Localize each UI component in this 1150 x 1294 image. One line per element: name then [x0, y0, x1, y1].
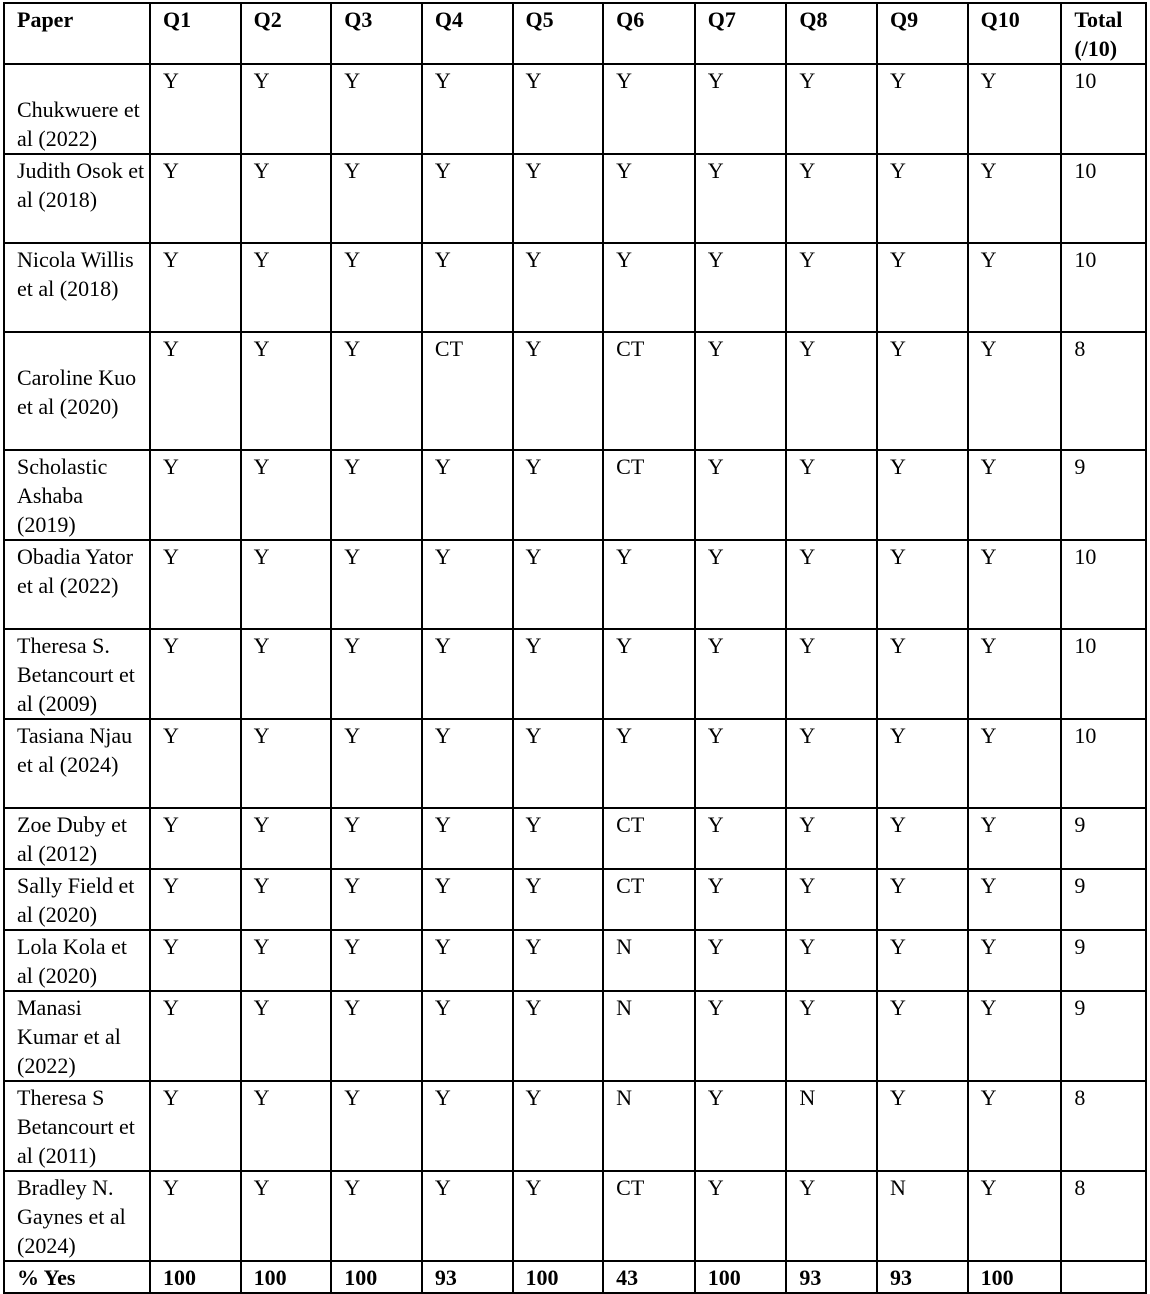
- answer-cell: Y: [877, 869, 968, 930]
- answer-cell: N: [603, 991, 695, 1081]
- answer-cell: Y: [695, 154, 787, 243]
- paper-cell: Chukwuere et al (2022): [4, 64, 150, 154]
- answer-cell: Y: [786, 243, 877, 332]
- paper-cell: Zoe Duby et al (2012): [4, 808, 150, 869]
- answer-cell: Y: [877, 991, 968, 1081]
- answer-cell: N: [877, 1171, 968, 1261]
- table-row: [4, 243, 1146, 332]
- answer-cell: Y: [695, 450, 787, 540]
- table-row: [4, 1171, 1146, 1261]
- answer-cell: Y: [241, 869, 332, 930]
- summary-total: [1061, 1261, 1146, 1293]
- answer-cell: Y: [150, 808, 241, 869]
- answer-cell: Y: [422, 930, 513, 991]
- answer-cell: Y: [968, 243, 1062, 332]
- answer-cell: Y: [241, 154, 332, 243]
- table-row: [4, 719, 1146, 808]
- total-cell: 10: [1061, 719, 1146, 808]
- answer-cell: Y: [695, 930, 787, 991]
- answer-cell: Y: [331, 991, 422, 1081]
- answer-cell: Y: [968, 1171, 1062, 1261]
- header-cell-q2: Q2: [241, 3, 332, 64]
- answer-cell: Y: [331, 1171, 422, 1261]
- table-row: [4, 332, 1146, 450]
- answer-cell: Y: [331, 869, 422, 930]
- header-cell-q8: Q8: [786, 3, 877, 64]
- answer-cell: Y: [695, 808, 787, 869]
- answer-cell: Y: [695, 629, 787, 719]
- answer-cell: Y: [331, 154, 422, 243]
- answer-cell: Y: [241, 629, 332, 719]
- answer-cell: Y: [877, 808, 968, 869]
- answer-cell: CT: [603, 808, 695, 869]
- table-row: [4, 154, 1146, 243]
- answer-cell: Y: [513, 154, 604, 243]
- answer-cell: Y: [150, 64, 241, 154]
- answer-cell: Y: [422, 991, 513, 1081]
- answer-cell: Y: [422, 1171, 513, 1261]
- answer-cell: Y: [331, 540, 422, 629]
- answer-cell: Y: [695, 991, 787, 1081]
- paper-cell: Caroline Kuo et al (2020): [4, 332, 150, 450]
- answer-cell: Y: [786, 869, 877, 930]
- summary-value: 100: [968, 1261, 1062, 1293]
- answer-cell: Y: [877, 450, 968, 540]
- answer-cell: Y: [786, 808, 877, 869]
- answer-cell: Y: [513, 1081, 604, 1171]
- total-cell: 10: [1061, 64, 1146, 154]
- total-cell: 9: [1061, 869, 1146, 930]
- table-row: [4, 930, 1146, 991]
- answer-cell: Y: [786, 332, 877, 450]
- summary-value: 93: [786, 1261, 877, 1293]
- answer-cell: CT: [603, 1171, 695, 1261]
- total-cell: 9: [1061, 991, 1146, 1081]
- summary-value: 100: [331, 1261, 422, 1293]
- answer-cell: Y: [150, 719, 241, 808]
- summary-value: 43: [603, 1261, 695, 1293]
- answer-cell: Y: [241, 991, 332, 1081]
- summary-row: [4, 1261, 1146, 1293]
- paper-cell: Bradley N. Gaynes et al (2024): [4, 1171, 150, 1261]
- answer-cell: Y: [695, 332, 787, 450]
- summary-value: 100: [150, 1261, 241, 1293]
- answer-cell: Y: [968, 332, 1062, 450]
- answer-cell: Y: [241, 930, 332, 991]
- answer-cell: Y: [241, 1171, 332, 1261]
- total-cell: 9: [1061, 450, 1146, 540]
- answer-cell: Y: [422, 64, 513, 154]
- answer-cell: Y: [786, 450, 877, 540]
- table-row: [4, 64, 1146, 154]
- paper-cell: Obadia Yator et al (2022): [4, 540, 150, 629]
- answer-cell: Y: [150, 450, 241, 540]
- answer-cell: Y: [422, 154, 513, 243]
- answer-cell: Y: [331, 719, 422, 808]
- answer-cell: Y: [786, 629, 877, 719]
- answer-cell: Y: [513, 64, 604, 154]
- answer-cell: Y: [513, 332, 604, 450]
- answer-cell: Y: [968, 64, 1062, 154]
- paper-cell: Nicola Willis et al (2018): [4, 243, 150, 332]
- table-row: [4, 1081, 1146, 1171]
- answer-cell: Y: [513, 930, 604, 991]
- header-cell-q6: Q6: [603, 3, 695, 64]
- summary-value: 100: [513, 1261, 604, 1293]
- answer-cell: Y: [877, 243, 968, 332]
- answer-cell: Y: [150, 930, 241, 991]
- answer-cell: Y: [786, 930, 877, 991]
- answer-cell: Y: [968, 154, 1062, 243]
- answer-cell: CT: [603, 869, 695, 930]
- answer-cell: Y: [513, 540, 604, 629]
- answer-cell: Y: [695, 243, 787, 332]
- answer-cell: Y: [241, 540, 332, 629]
- header-cell-q4: Q4: [422, 3, 513, 64]
- answer-cell: Y: [786, 154, 877, 243]
- summary-value: 100: [695, 1261, 787, 1293]
- answer-cell: Y: [968, 930, 1062, 991]
- answer-cell: Y: [786, 1171, 877, 1261]
- answer-cell: Y: [877, 154, 968, 243]
- answer-cell: Y: [603, 154, 695, 243]
- answer-cell: Y: [603, 64, 695, 154]
- table-row: [4, 869, 1146, 930]
- answer-cell: Y: [877, 332, 968, 450]
- answer-cell: Y: [695, 64, 787, 154]
- answer-cell: Y: [241, 332, 332, 450]
- quality-assessment-table: [3, 2, 1147, 1294]
- answer-cell: Y: [422, 808, 513, 869]
- answer-cell: Y: [603, 719, 695, 808]
- header-cell-q3: Q3: [331, 3, 422, 64]
- answer-cell: CT: [422, 332, 513, 450]
- answer-cell: Y: [241, 243, 332, 332]
- answer-cell: Y: [422, 719, 513, 808]
- answer-cell: Y: [877, 629, 968, 719]
- total-cell: 9: [1061, 808, 1146, 869]
- summary-value: 93: [422, 1261, 513, 1293]
- total-cell: 10: [1061, 540, 1146, 629]
- answer-cell: Y: [331, 450, 422, 540]
- answer-cell: Y: [968, 991, 1062, 1081]
- answer-cell: Y: [786, 991, 877, 1081]
- paper-cell: Manasi Kumar et al (2022): [4, 991, 150, 1081]
- answer-cell: Y: [513, 629, 604, 719]
- answer-cell: Y: [422, 540, 513, 629]
- paper-cell: Scholastic Ashaba (2019): [4, 450, 150, 540]
- answer-cell: Y: [241, 719, 332, 808]
- total-cell: 10: [1061, 629, 1146, 719]
- answer-cell: Y: [786, 719, 877, 808]
- answer-cell: Y: [877, 719, 968, 808]
- answer-cell: Y: [513, 869, 604, 930]
- header-cell-q10: Q10: [968, 3, 1062, 64]
- answer-cell: Y: [241, 1081, 332, 1171]
- answer-cell: Y: [513, 450, 604, 540]
- answer-cell: Y: [695, 540, 787, 629]
- answer-cell: Y: [150, 991, 241, 1081]
- total-cell: 8: [1061, 1171, 1146, 1261]
- answer-cell: Y: [241, 808, 332, 869]
- summary-value: 93: [877, 1261, 968, 1293]
- header-cell-q7: Q7: [695, 3, 787, 64]
- table-row: [4, 808, 1146, 869]
- answer-cell: Y: [150, 243, 241, 332]
- table-row: [4, 450, 1146, 540]
- answer-cell: CT: [603, 332, 695, 450]
- total-cell: 8: [1061, 332, 1146, 450]
- answer-cell: Y: [968, 540, 1062, 629]
- table-row: [4, 629, 1146, 719]
- answer-cell: Y: [150, 332, 241, 450]
- answer-cell: Y: [150, 1081, 241, 1171]
- header-cell-paper: Paper: [4, 3, 150, 64]
- answer-cell: Y: [513, 243, 604, 332]
- answer-cell: Y: [877, 64, 968, 154]
- answer-cell: Y: [968, 719, 1062, 808]
- paper-cell: Theresa S Betancourt et al (2011): [4, 1081, 150, 1171]
- paper-cell: Lola Kola et al (2020): [4, 930, 150, 991]
- answer-cell: Y: [422, 629, 513, 719]
- answer-cell: Y: [968, 629, 1062, 719]
- answer-cell: Y: [603, 540, 695, 629]
- answer-cell: Y: [422, 243, 513, 332]
- answer-cell: Y: [422, 1081, 513, 1171]
- answer-cell: Y: [331, 808, 422, 869]
- total-cell: 9: [1061, 930, 1146, 991]
- answer-cell: Y: [513, 1171, 604, 1261]
- answer-cell: Y: [422, 869, 513, 930]
- answer-cell: Y: [603, 243, 695, 332]
- answer-cell: N: [603, 930, 695, 991]
- answer-cell: Y: [331, 64, 422, 154]
- answer-cell: Y: [695, 1081, 787, 1171]
- answer-cell: N: [603, 1081, 695, 1171]
- header-cell-total: Total (/10): [1061, 3, 1146, 64]
- answer-cell: Y: [331, 332, 422, 450]
- answer-cell: Y: [513, 808, 604, 869]
- total-cell: 10: [1061, 243, 1146, 332]
- answer-cell: Y: [877, 1081, 968, 1171]
- paper-cell: Judith Osok et al (2018): [4, 154, 150, 243]
- answer-cell: Y: [150, 540, 241, 629]
- header-cell-q9: Q9: [877, 3, 968, 64]
- answer-cell: Y: [603, 629, 695, 719]
- answer-cell: Y: [331, 243, 422, 332]
- answer-cell: Y: [786, 64, 877, 154]
- answer-cell: Y: [150, 154, 241, 243]
- answer-cell: Y: [331, 930, 422, 991]
- answer-cell: Y: [695, 869, 787, 930]
- header-cell-q5: Q5: [513, 3, 604, 64]
- table-row: [4, 540, 1146, 629]
- answer-cell: Y: [877, 930, 968, 991]
- answer-cell: Y: [331, 1081, 422, 1171]
- header-row: [4, 3, 1146, 64]
- answer-cell: Y: [513, 719, 604, 808]
- summary-label: % Yes: [4, 1261, 150, 1293]
- answer-cell: Y: [786, 540, 877, 629]
- table-body: [4, 64, 1146, 1261]
- total-cell: 8: [1061, 1081, 1146, 1171]
- header-cell-q1: Q1: [150, 3, 241, 64]
- answer-cell: Y: [241, 450, 332, 540]
- answer-cell: Y: [695, 719, 787, 808]
- answer-cell: Y: [968, 1081, 1062, 1171]
- paper-cell: Theresa S. Betancourt et al (2009): [4, 629, 150, 719]
- answer-cell: Y: [877, 540, 968, 629]
- paper-cell: Tasiana Njau et al (2024): [4, 719, 150, 808]
- summary-value: 100: [241, 1261, 332, 1293]
- answer-cell: Y: [150, 629, 241, 719]
- answer-cell: Y: [513, 991, 604, 1081]
- answer-cell: Y: [331, 629, 422, 719]
- answer-cell: Y: [695, 1171, 787, 1261]
- answer-cell: Y: [150, 1171, 241, 1261]
- answer-cell: Y: [150, 869, 241, 930]
- answer-cell: N: [786, 1081, 877, 1171]
- answer-cell: Y: [241, 64, 332, 154]
- answer-cell: Y: [968, 450, 1062, 540]
- answer-cell: Y: [422, 450, 513, 540]
- answer-cell: CT: [603, 450, 695, 540]
- answer-cell: Y: [968, 808, 1062, 869]
- total-cell: 10: [1061, 154, 1146, 243]
- table-row: [4, 991, 1146, 1081]
- answer-cell: Y: [968, 869, 1062, 930]
- paper-cell: Sally Field et al (2020): [4, 869, 150, 930]
